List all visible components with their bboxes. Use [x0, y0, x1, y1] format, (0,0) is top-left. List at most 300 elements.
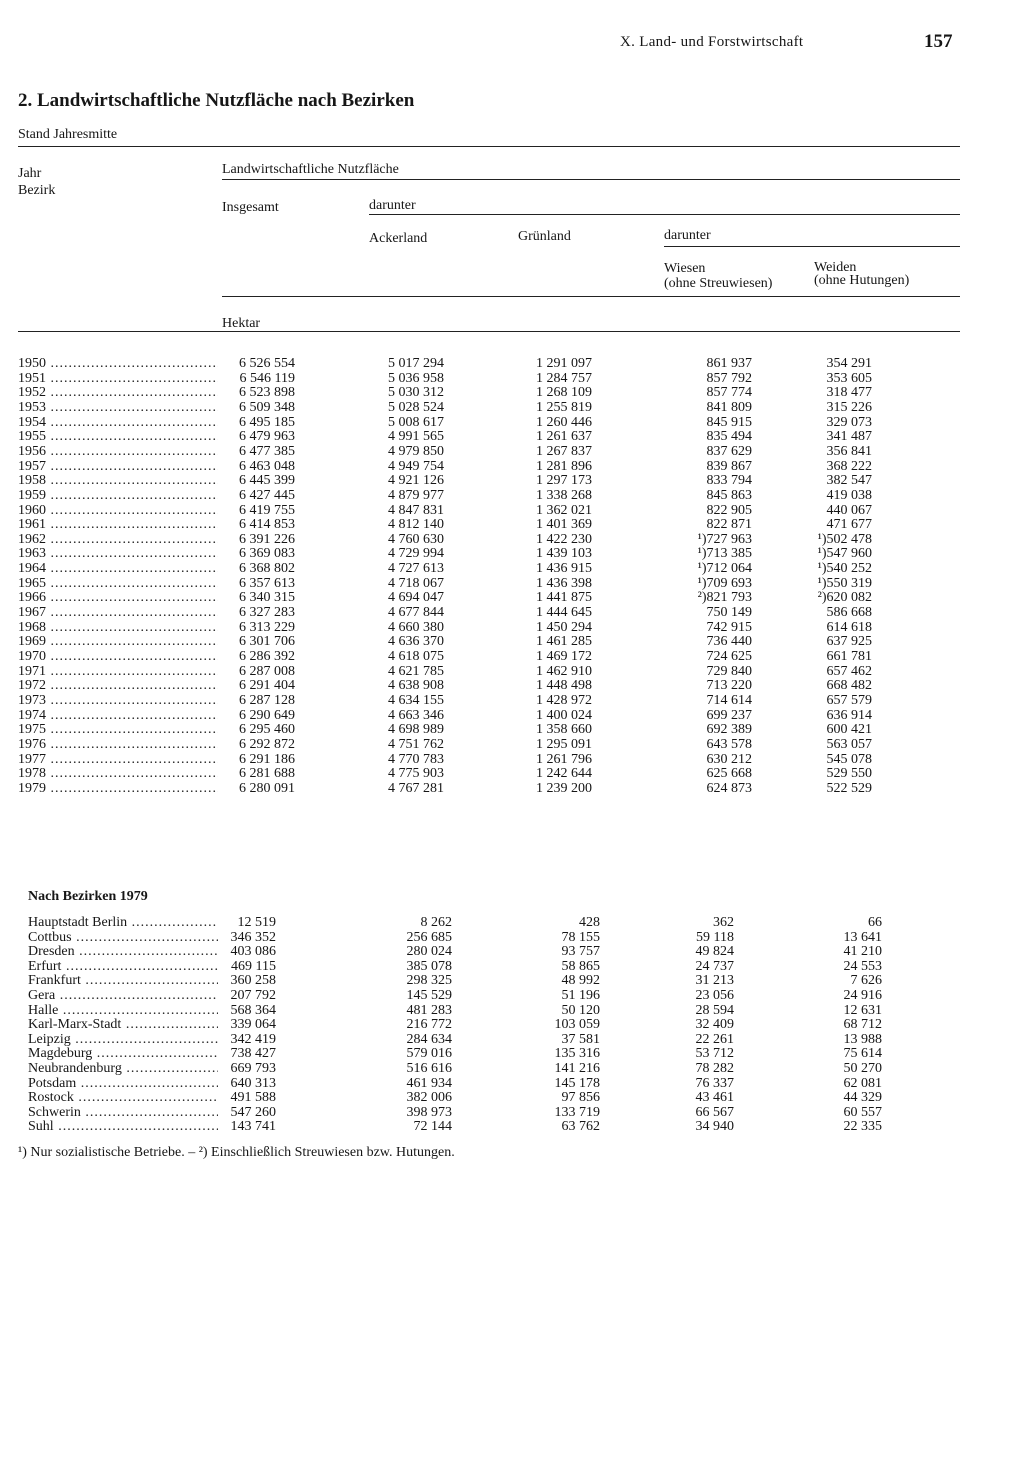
district-value-weiden: 24 553: [843, 958, 882, 974]
district-value-insgesamt: 12 519: [237, 915, 276, 930]
year-label: 1957 .....: [18, 459, 218, 474]
year-value-wiesen: 839 867: [706, 458, 752, 474]
year-value-ackerland: 4 660 380: [388, 619, 444, 635]
page-number: 157: [924, 31, 953, 52]
year-value-ackerland: 4 638 908: [388, 678, 444, 694]
year-value-weiden: 563 057: [826, 736, 872, 752]
district-label: Suhl .....: [28, 1119, 218, 1134]
year-value-gruenland: 1 284 757: [536, 370, 592, 386]
table-title: 2. Landwirtschaftliche Nutzfläche nach Bezirken: [18, 90, 415, 111]
district-value-gruenland: 63 762: [561, 1119, 600, 1135]
district-value-weiden: 75 614: [843, 1046, 882, 1062]
year-value-gruenland: 1 444 645: [536, 605, 592, 621]
year-value-ackerland: 4 729 994: [388, 546, 444, 562]
district-label: Hauptstadt Berlin .....: [28, 915, 218, 930]
district-value-wiesen: 59 118: [696, 929, 734, 945]
district-value-wiesen: 24 737: [695, 958, 734, 974]
year-label: 1973 .....: [18, 693, 218, 708]
year-value-ackerland: 5 017 294: [388, 356, 444, 371]
year-value-weiden: 318 477: [826, 385, 872, 401]
district-value-ackerland: 579 016: [406, 1046, 452, 1062]
district-row: [0, 930, 1024, 945]
district-value-wiesen: 362: [713, 915, 734, 930]
district-value-wiesen: 76 337: [695, 1075, 734, 1091]
district-value-wiesen: 28 594: [695, 1002, 734, 1018]
year-label: 1960 .....: [18, 503, 218, 518]
year-value-weiden: 382 547: [826, 473, 872, 489]
year-row: [0, 356, 1024, 371]
year-value-ackerland: 4 727 613: [388, 561, 444, 577]
year-value-ackerland: 4 751 762: [388, 736, 444, 752]
district-value-insgesamt: 547 260: [230, 1104, 276, 1120]
district-label: Rostock .....: [28, 1090, 218, 1105]
table-subtitle: Stand Jahresmitte: [18, 127, 118, 142]
district-label: Dresden .....: [28, 944, 218, 959]
year-value-wiesen: 861 937: [706, 356, 752, 371]
year-value-weiden: 614 618: [826, 619, 872, 635]
year-value-weiden: 668 482: [826, 678, 872, 694]
year-row: [0, 429, 1024, 444]
year-value-insgesamt: 6 290 649: [239, 707, 295, 723]
year-value-weiden: 661 781: [826, 649, 872, 664]
year-label: 1963 .....: [18, 546, 218, 561]
year-value-gruenland: 1 338 268: [536, 487, 592, 503]
year-value-gruenland: 1 469 172: [536, 649, 592, 664]
district-value-gruenland: 141 216: [554, 1061, 600, 1076]
year-label: 1972 .....: [18, 678, 218, 693]
district-value-insgesamt: 342 419: [230, 1031, 276, 1047]
district-value-weiden: 66: [868, 915, 882, 930]
year-value-insgesamt: 6 414 853: [239, 517, 295, 533]
district-value-wiesen: 49 824: [695, 944, 734, 960]
year-value-gruenland: 1 261 796: [536, 751, 592, 767]
year-value-gruenland: 1 422 230: [536, 531, 592, 547]
year-value-gruenland: 1 295 091: [536, 736, 592, 752]
year-value-weiden: 471 677: [826, 517, 872, 533]
year-value-weiden: 522 529: [826, 780, 872, 796]
year-value-gruenland: 1 291 097: [536, 356, 592, 371]
year-value-weiden: 657 462: [826, 663, 872, 679]
district-value-gruenland: 37 581: [561, 1031, 600, 1047]
district-value-weiden: 12 631: [843, 1002, 882, 1018]
year-row: [0, 678, 1024, 693]
district-value-wiesen: 66 567: [695, 1104, 734, 1120]
year-value-insgesamt: 6 463 048: [239, 458, 295, 474]
district-value-gruenland: 78 155: [561, 929, 600, 945]
year-value-gruenland: 1 281 896: [536, 458, 592, 474]
year-row: [0, 415, 1024, 430]
year-value-ackerland: 5 008 617: [388, 414, 444, 430]
district-value-weiden: 13 641: [843, 929, 882, 945]
year-value-wiesen: 857 774: [706, 385, 752, 401]
year-value-weiden: 529 550: [826, 766, 872, 782]
year-label: 1959 .....: [18, 488, 218, 503]
year-value-ackerland: 4 698 989: [388, 722, 444, 738]
year-label: 1967 .....: [18, 605, 218, 620]
year-label: 1952 .....: [18, 385, 218, 400]
year-value-gruenland: 1 242 644: [536, 766, 592, 782]
year-value-ackerland: 4 634 155: [388, 692, 444, 708]
year-value-insgesamt: 6 445 399: [239, 473, 295, 489]
year-value-ackerland: 4 812 140: [388, 517, 444, 533]
district-row: [0, 959, 1024, 974]
year-label: 1955 .....: [18, 429, 218, 444]
district-label: Halle .....: [28, 1003, 218, 1018]
year-value-wiesen: 625 668: [706, 766, 752, 782]
year-label: 1958 .....: [18, 473, 218, 488]
year-value-ackerland: 4 694 047: [388, 590, 444, 606]
year-value-insgesamt: 6 295 460: [239, 722, 295, 738]
year-value-gruenland: 1 461 285: [536, 634, 592, 650]
year-row: [0, 503, 1024, 518]
district-value-ackerland: 385 078: [406, 958, 452, 974]
district-value-ackerland: 8 262: [420, 915, 452, 930]
header-rule-darunter-2: [664, 246, 960, 247]
year-value-wiesen: 729 840: [706, 663, 752, 679]
district-value-gruenland: 51 196: [561, 988, 600, 1003]
year-label: 1975 .....: [18, 722, 218, 737]
year-row: [0, 752, 1024, 767]
district-value-weiden: 22 335: [843, 1119, 882, 1135]
year-value-insgesamt: 6 327 283: [239, 605, 295, 621]
year-label: 1976 .....: [18, 737, 218, 752]
year-label: 1950 .....: [18, 356, 218, 371]
year-value-wiesen: 643 578: [706, 736, 752, 752]
district-row: [0, 973, 1024, 988]
header-rule-bottom: [18, 331, 960, 332]
year-value-wiesen: 692 389: [706, 722, 752, 738]
district-label: Magdeburg .....: [28, 1046, 218, 1061]
district-value-ackerland: 461 934: [406, 1075, 452, 1091]
year-value-gruenland: 1 239 200: [536, 780, 592, 796]
district-row: [0, 1090, 1024, 1105]
district-value-wiesen: 34 940: [695, 1119, 734, 1135]
header-darunter-2: darunter: [664, 228, 711, 243]
district-row: [0, 1119, 1024, 1134]
year-value-ackerland: 4 760 630: [388, 531, 444, 547]
district-value-ackerland: 145 529: [406, 988, 452, 1003]
year-label: 1966 .....: [18, 590, 218, 605]
year-label: 1968 .....: [18, 620, 218, 635]
district-row: [0, 1017, 1024, 1032]
district-value-gruenland: 103 059: [554, 1017, 600, 1033]
year-value-insgesamt: 6 477 385: [239, 443, 295, 459]
district-value-ackerland: 280 024: [406, 944, 452, 960]
year-label: 1977 .....: [18, 752, 218, 767]
stub-header-jahr: Jahr: [18, 166, 42, 181]
year-row: [0, 649, 1024, 664]
year-row: [0, 708, 1024, 723]
year-value-weiden: 368 222: [826, 458, 872, 474]
district-value-insgesamt: 738 427: [230, 1046, 276, 1062]
year-row: [0, 444, 1024, 459]
district-label: Neubrandenburg .....: [28, 1061, 218, 1076]
year-label: 1974 .....: [18, 708, 218, 723]
year-value-insgesamt: 6 281 688: [239, 766, 295, 782]
district-row: [0, 1076, 1024, 1091]
district-row: [0, 1046, 1024, 1061]
year-value-gruenland: 1 267 837: [536, 443, 592, 459]
district-value-weiden: 44 329: [843, 1090, 882, 1106]
district-value-weiden: 24 916: [843, 988, 882, 1003]
stub-header-bezirk: Bezirk: [18, 183, 56, 198]
year-value-insgesamt: 6 495 185: [239, 414, 295, 430]
year-value-insgesamt: 6 546 119: [239, 370, 295, 386]
header-ackerland: Ackerland: [369, 231, 428, 246]
header-rule-group: [222, 179, 960, 180]
year-value-weiden: 586 668: [826, 605, 872, 621]
header-darunter-1: darunter: [369, 198, 416, 213]
year-value-insgesamt: 6 287 008: [239, 663, 295, 679]
year-value-insgesamt: 6 419 755: [239, 502, 295, 518]
district-value-wiesen: 32 409: [695, 1017, 734, 1033]
district-row: [0, 1105, 1024, 1120]
year-value-insgesamt: 6 368 802: [239, 561, 295, 577]
year-value-ackerland: 4 618 075: [388, 649, 444, 664]
district-value-weiden: 62 081: [843, 1075, 882, 1091]
district-value-gruenland: 58 865: [561, 958, 600, 974]
year-label: 1979 .....: [18, 781, 218, 796]
year-value-wiesen: 837 629: [706, 443, 752, 459]
district-value-ackerland: 216 772: [406, 1017, 452, 1033]
year-value-ackerland: 4 921 126: [388, 473, 444, 489]
year-row: [0, 371, 1024, 386]
district-value-insgesamt: 469 115: [231, 958, 276, 974]
year-value-gruenland: 1 261 637: [536, 429, 592, 445]
year-label: 1956 .....: [18, 444, 218, 459]
year-value-wiesen: 750 149: [706, 605, 752, 621]
year-value-gruenland: 1 436 915: [536, 561, 592, 577]
year-value-insgesamt: 6 292 872: [239, 736, 295, 752]
year-label: 1954 .....: [18, 415, 218, 430]
district-value-insgesamt: 491 588: [230, 1090, 276, 1106]
district-value-weiden: 60 557: [843, 1104, 882, 1120]
year-value-insgesamt: 6 526 554: [239, 356, 295, 371]
year-value-wiesen: 835 494: [706, 429, 752, 445]
year-value-weiden: 329 073: [826, 414, 872, 430]
year-value-weiden: 440 067: [826, 502, 872, 518]
year-label: 1951 .....: [18, 371, 218, 386]
year-value-gruenland: 1 268 109: [536, 385, 592, 401]
year-value-gruenland: 1 401 369: [536, 517, 592, 533]
year-value-insgesamt: 6 280 091: [239, 780, 295, 796]
district-value-wiesen: 22 261: [695, 1031, 734, 1047]
year-value-ackerland: 4 636 370: [388, 634, 444, 650]
district-value-gruenland: 93 757: [561, 944, 600, 960]
year-row: [0, 459, 1024, 474]
year-label: 1962 .....: [18, 532, 218, 547]
year-label: 1965 .....: [18, 576, 218, 591]
year-row: [0, 561, 1024, 576]
year-value-wiesen: ¹)727 963: [697, 531, 752, 547]
year-value-gruenland: 1 362 021: [536, 502, 592, 518]
year-row: [0, 693, 1024, 708]
year-value-weiden: ¹)540 252: [817, 561, 872, 577]
year-value-ackerland: 4 879 977: [388, 487, 444, 503]
district-row: [0, 915, 1024, 930]
year-label: 1961 .....: [18, 517, 218, 532]
year-row: [0, 737, 1024, 752]
district-value-insgesamt: 143 741: [230, 1119, 276, 1135]
year-value-weiden: 600 421: [826, 722, 872, 738]
year-row: [0, 385, 1024, 400]
district-value-gruenland: 48 992: [561, 973, 600, 989]
district-value-wiesen: 31 213: [695, 973, 734, 989]
year-value-insgesamt: 6 340 315: [239, 590, 295, 606]
year-value-insgesamt: 6 301 706: [239, 634, 295, 650]
header-wiesen: Wiesen: [664, 261, 706, 276]
district-row: [0, 944, 1024, 959]
year-value-gruenland: 1 439 103: [536, 546, 592, 562]
footnote: ¹) Nur sozialistische Betriebe. – ²) Einschließlich Streuwiesen bzw. Hutungen.: [18, 1145, 455, 1160]
district-value-wiesen: 53 712: [695, 1046, 734, 1062]
district-value-insgesamt: 403 086: [230, 944, 276, 960]
year-value-insgesamt: 6 357 613: [239, 575, 295, 591]
district-value-ackerland: 398 973: [406, 1104, 452, 1120]
district-value-insgesamt: 339 064: [230, 1017, 276, 1033]
year-row: [0, 488, 1024, 503]
year-value-weiden: 636 914: [826, 707, 872, 723]
district-value-ackerland: 256 685: [406, 929, 452, 945]
year-row: [0, 722, 1024, 737]
district-label: Potsdam .....: [28, 1076, 218, 1091]
district-value-insgesamt: 346 352: [230, 929, 276, 945]
year-row: [0, 400, 1024, 415]
year-row: [0, 517, 1024, 532]
year-value-gruenland: 1 255 819: [536, 399, 592, 415]
year-value-weiden: 341 487: [826, 429, 872, 445]
year-value-wiesen: 822 905: [706, 502, 752, 518]
header-gruenland: Grünland: [518, 229, 571, 244]
district-value-gruenland: 135 316: [554, 1046, 600, 1062]
year-row: [0, 546, 1024, 561]
year-value-insgesamt: 6 479 963: [239, 429, 295, 445]
district-row: [0, 1003, 1024, 1018]
year-value-weiden: ¹)502 478: [817, 531, 872, 547]
header-rule-top: [18, 146, 960, 147]
year-value-weiden: 356 841: [826, 443, 872, 459]
year-value-wiesen: ²)821 793: [697, 590, 752, 606]
year-value-wiesen: ¹)709 693: [697, 575, 752, 591]
year-value-insgesamt: 6 291 186: [239, 751, 295, 767]
district-value-insgesamt: 207 792: [230, 988, 276, 1003]
year-value-gruenland: 1 441 875: [536, 590, 592, 606]
year-value-wiesen: 736 440: [706, 634, 752, 650]
year-value-ackerland: 4 767 281: [388, 780, 444, 796]
district-value-weiden: 41 210: [843, 944, 882, 960]
year-value-weiden: ²)620 082: [817, 590, 872, 606]
year-value-gruenland: 1 450 294: [536, 619, 592, 635]
year-value-ackerland: 4 621 785: [388, 663, 444, 679]
year-value-ackerland: 5 036 958: [388, 370, 444, 386]
year-value-wiesen: 713 220: [706, 678, 752, 694]
district-value-ackerland: 481 283: [406, 1002, 452, 1018]
district-label: Leipzig .....: [28, 1032, 218, 1047]
district-value-insgesamt: 640 313: [230, 1075, 276, 1091]
year-value-insgesamt: 6 391 226: [239, 531, 295, 547]
year-value-wiesen: 833 794: [706, 473, 752, 489]
year-value-wiesen: 841 809: [706, 399, 752, 415]
year-value-weiden: 637 925: [826, 634, 872, 650]
year-value-ackerland: 4 677 844: [388, 605, 444, 621]
year-value-wiesen: 845 863: [706, 487, 752, 503]
district-label: Gera .....: [28, 988, 218, 1003]
year-value-ackerland: 5 030 312: [388, 385, 444, 401]
year-value-ackerland: 4 775 903: [388, 766, 444, 782]
district-label: Schwerin .....: [28, 1105, 218, 1120]
year-value-insgesamt: 6 291 404: [239, 678, 295, 694]
year-value-insgesamt: 6 523 898: [239, 385, 295, 401]
district-value-weiden: 13 988: [843, 1031, 882, 1047]
district-value-wiesen: 43 461: [695, 1090, 734, 1106]
year-value-insgesamt: 6 286 392: [239, 649, 295, 664]
district-value-wiesen: 78 282: [695, 1061, 734, 1076]
district-label: Frankfurt .....: [28, 973, 218, 988]
year-label: 1971 .....: [18, 664, 218, 679]
header-wiesen-note: (ohne Streuwiesen): [664, 276, 773, 291]
year-row: [0, 781, 1024, 796]
year-value-ackerland: 4 979 850: [388, 443, 444, 459]
year-label: 1969 .....: [18, 634, 218, 649]
header-rule-sub: [222, 296, 960, 297]
year-value-gruenland: 1 436 398: [536, 575, 592, 591]
year-value-ackerland: 4 770 783: [388, 751, 444, 767]
year-value-wiesen: 630 212: [706, 751, 752, 767]
year-value-weiden: 315 226: [826, 399, 872, 415]
year-value-weiden: 545 078: [826, 751, 872, 767]
district-value-gruenland: 133 719: [554, 1104, 600, 1120]
year-row: [0, 532, 1024, 547]
district-value-insgesamt: 360 258: [230, 973, 276, 989]
year-row: [0, 766, 1024, 781]
year-value-ackerland: 4 847 831: [388, 502, 444, 518]
district-row: [0, 1032, 1024, 1047]
year-value-wiesen: ¹)712 064: [697, 561, 752, 577]
year-value-gruenland: 1 400 024: [536, 707, 592, 723]
year-value-wiesen: 857 792: [706, 370, 752, 386]
district-label: Cottbus .....: [28, 930, 218, 945]
year-row: [0, 634, 1024, 649]
year-value-wiesen: 714 614: [706, 692, 752, 708]
district-value-gruenland: 428: [579, 915, 600, 930]
year-value-wiesen: 699 237: [706, 707, 752, 723]
year-value-wiesen: 845 915: [706, 414, 752, 430]
year-value-gruenland: 1 260 446: [536, 414, 592, 430]
district-value-ackerland: 298 325: [406, 973, 452, 989]
district-value-gruenland: 97 856: [561, 1090, 600, 1106]
year-label: 1953 .....: [18, 400, 218, 415]
district-value-ackerland: 382 006: [406, 1090, 452, 1106]
year-value-insgesamt: 6 427 445: [239, 487, 295, 503]
year-value-gruenland: 1 297 173: [536, 473, 592, 489]
year-value-gruenland: 1 428 972: [536, 692, 592, 708]
year-value-insgesamt: 6 509 348: [239, 399, 295, 415]
year-value-wiesen: 742 915: [706, 619, 752, 635]
year-value-insgesamt: 6 313 229: [239, 619, 295, 635]
district-value-weiden: 68 712: [843, 1017, 882, 1033]
district-row: [0, 1061, 1024, 1076]
year-value-ackerland: 4 949 754: [388, 458, 444, 474]
running-header: X. Land- und Forstwirtschaft: [620, 34, 804, 50]
district-value-insgesamt: 669 793: [230, 1061, 276, 1076]
district-value-ackerland: 72 144: [413, 1119, 452, 1135]
header-weiden-note: (ohne Hutungen): [814, 273, 910, 288]
year-value-ackerland: 4 991 565: [388, 429, 444, 445]
district-value-ackerland: 284 634: [406, 1031, 452, 1047]
district-label: Karl-Marx-Stadt .....: [28, 1017, 218, 1032]
year-row: [0, 664, 1024, 679]
year-row: [0, 590, 1024, 605]
